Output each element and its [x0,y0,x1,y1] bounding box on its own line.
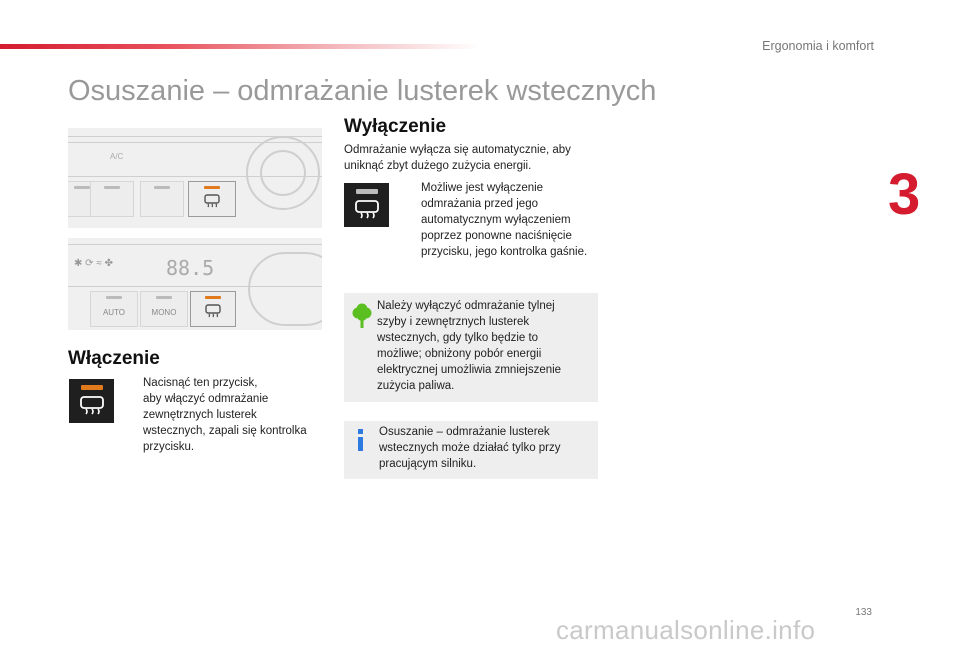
panel-key-seat-heat [90,181,134,217]
ac-label: A/C [110,152,124,161]
mirror-defrost-icon [204,194,220,208]
climate-panel-display-photo [68,238,322,330]
temperature-dial-inner [260,150,306,196]
page-title: Osuszanie – odmrażanie lusterek wstecznych [68,75,657,107]
eco-note [344,293,598,402]
page-number: 133 [855,607,872,618]
eco-note-text: Należy wyłączyć odmrażanie tylnej szyby i zewnętrznych lusterek wstecznych, gdy tylko będzie to możliwe; obniżony pobór energii elektrycznej umożliwia zmniejszenie zużycia paliwa. [377,300,562,392]
watermark: carmanualsonline.info [556,615,816,645]
heading-wylaczenie: Wyłączenie [344,116,447,137]
info-note [344,421,598,479]
mono-key: MONO [140,291,188,327]
mirror-defrost-icon [205,304,221,318]
mirror-defrost-icon [354,200,380,220]
led-indicator [356,189,378,194]
chapter-number: 3 [888,162,921,227]
mirror-defrost-icon [79,396,105,416]
climate-panel-photo [68,128,322,228]
heading-wlaczenie: Włączenie [68,348,160,369]
defrost-button-off-icon [344,183,389,227]
header-accent-bar [0,44,480,49]
info-note-text: Osuszanie – odmrażanie lusterek wstecznych może działać tylko przy pracującym silniku. [379,426,561,470]
wylaczenie-intro: Odmrażanie wyłącza się automatycznie, aby uniknąć zbyt dużego zużycia energii. [344,144,571,172]
display-value: 88.5 [166,256,215,280]
mirror-defrost-key [188,181,236,217]
defrost-button-on-icon [69,379,114,423]
panel-key-seat-heat [140,181,184,217]
tree-icon [352,303,372,329]
led-indicator [81,385,103,390]
wylaczenie-text: Możliwe jest wyłączenie odmrażania przed jego automatycznym wyłączeniem poprzez ponowne naciśnięcie przycisku, jego kontrolka gaśnie. [421,182,588,258]
mirror-defrost-key [190,291,236,327]
info-icon [356,429,366,451]
panel-knob [248,252,322,326]
auto-key: AUTO [90,291,138,327]
mode-icons: ✱ ⟳ ≈ ✤ [74,258,113,269]
wlaczenie-text: Nacisnąć ten przycisk, aby włączyć odmrażanie zewnętrznych lusterek wstecznych, zapali się kontrolka przycisku. [143,377,307,453]
section-name: Ergonomia i komfort [762,39,874,53]
